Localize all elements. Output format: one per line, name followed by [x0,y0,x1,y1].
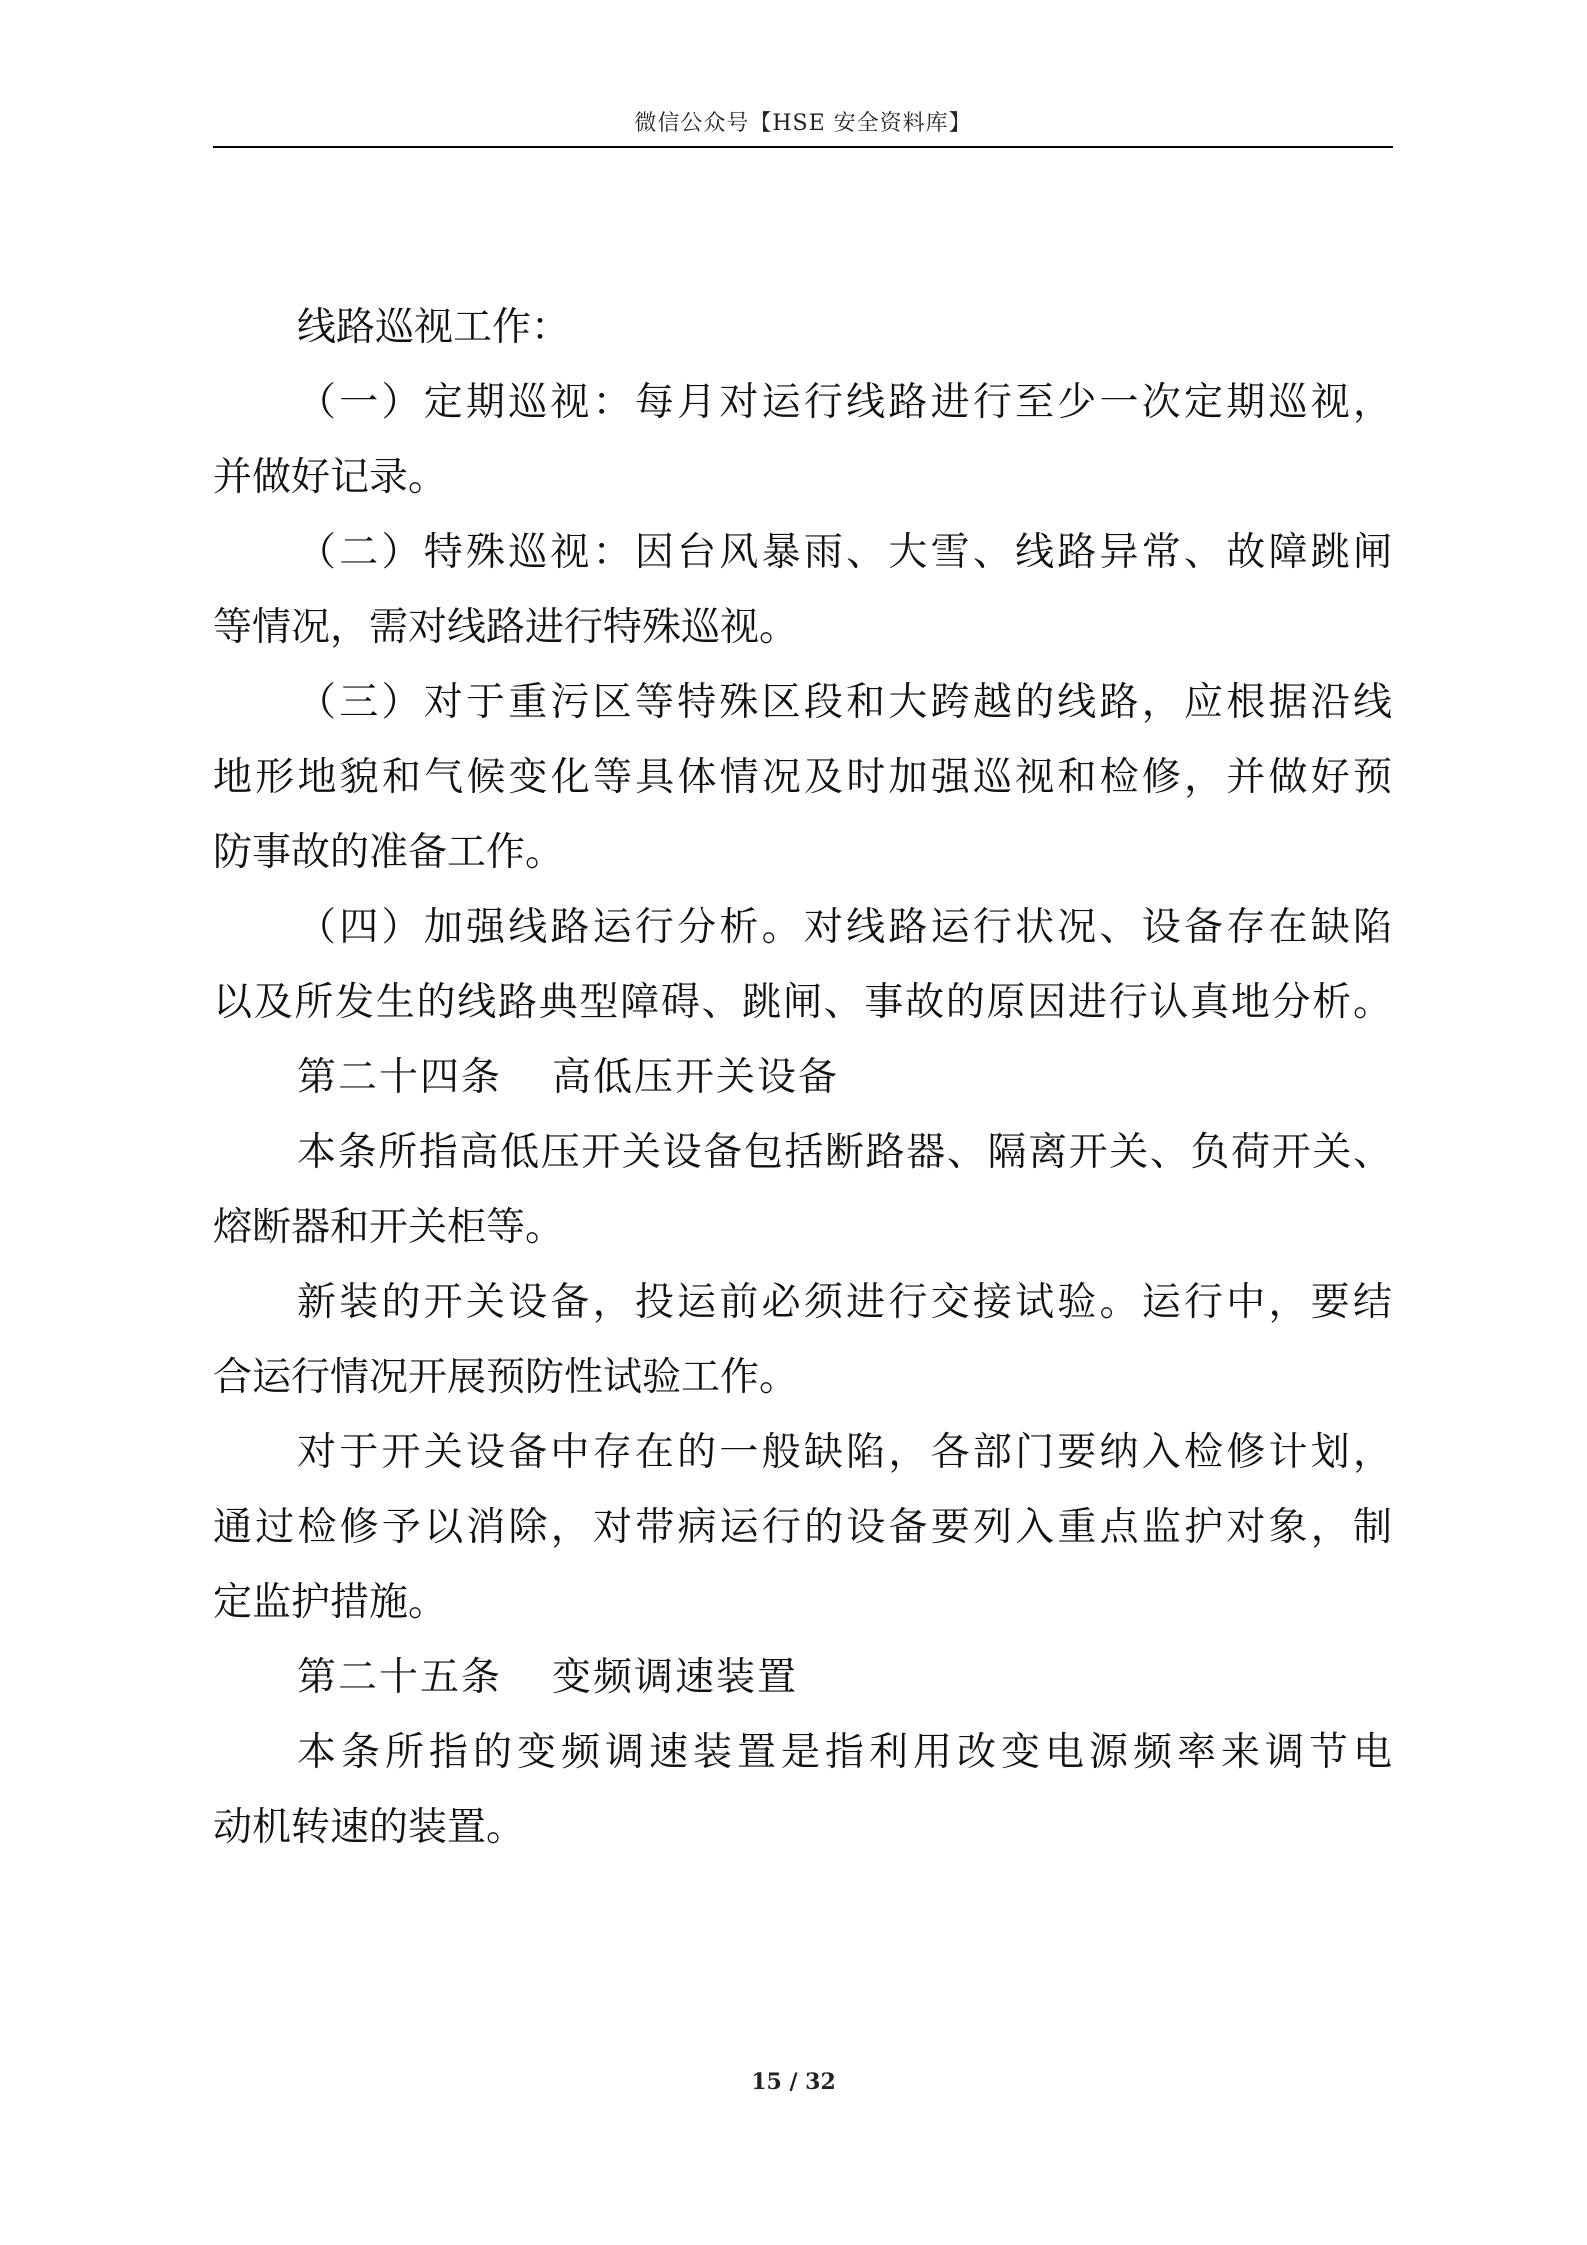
body-line: 新装的开关设备，投运前必须进行交接试验。运行中，要结 [297,1280,1393,1325]
body-line: （二）特殊巡视：因台风暴雨、大雪、线路异常、故障跳闸 [297,530,1393,575]
body-line: 防事故的准备工作。 [213,830,565,875]
body-line: 本条所指的变频调速装置是指利用改变电源频率来调节电 [297,1730,1393,1775]
body-line: 对于开关设备中存在的一般缺陷，各部门要纳入检修计划， [297,1430,1393,1475]
article-heading-24 [213,1040,1393,1115]
body-line: 等情况，需对线路进行特殊巡视。 [213,605,799,650]
page-header: 微信公众号【HSE 安全资料库】 [634,111,972,136]
body-line: 合运行情况开展预防性试验工作。 [213,1355,799,1400]
body-line: （四）加强线路运行分析。对线路运行状况、设备存在缺陷 [297,905,1393,950]
header-divider [213,146,1393,148]
document-body [213,290,1393,1865]
body-line: 以及所发生的线路典型障碍、跳闸、事故的原因进行认真地分析。 [213,980,1393,1025]
article-title: 变频调速装置 [552,1655,799,1700]
body-line: （三）对于重污区等特殊区段和大跨越的线路，应根据沿线 [297,680,1393,725]
body-line: 熔断器和开关柜等。 [213,1205,565,1250]
body-line: 通过检修予以消除，对带病运行的设备要列入重点监护对象，制 [213,1505,1393,1550]
article-title: 高低压开关设备 [552,1055,840,1100]
body-line: 动机转速的装置。 [213,1805,526,1850]
body-line: 地形地貌和气候变化等具体情况及时加强巡视和检修，并做好预 [213,755,1393,800]
body-line: 并做好记录。 [213,455,448,500]
article-number: 第二十四条 [297,1055,503,1100]
page-number: 15 / 32 [751,2069,836,2095]
body-line: 本条所指高低压开关设备包括断路器、隔离开关、负荷开关、 [297,1130,1393,1175]
body-line: 定监护措施。 [213,1580,448,1625]
body-line: 线路巡视工作： [297,305,571,350]
body-line: （一）定期巡视：每月对运行线路进行至少一次定期巡视， [297,380,1393,425]
article-number: 第二十五条 [297,1655,503,1700]
article-heading-25 [213,1640,1393,1715]
